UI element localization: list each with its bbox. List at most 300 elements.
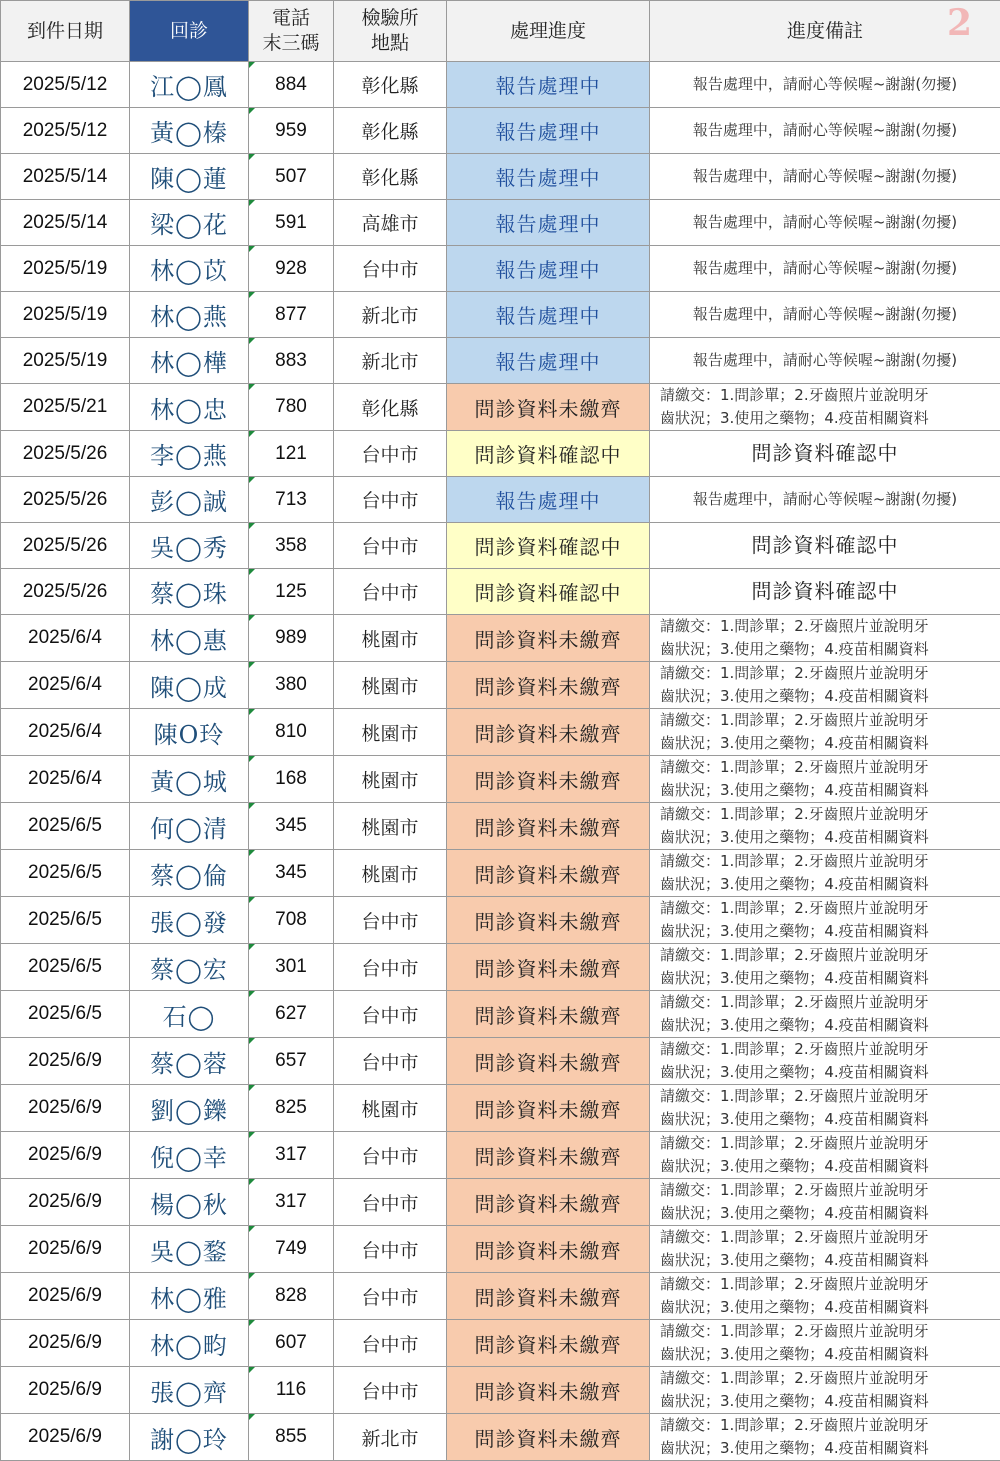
phone-last3-value: 825 [275,1097,307,1118]
note-cell: 報告處理中，請耐心等候喔~謝謝(勿擾) [650,200,1000,246]
note-line-1: 請繳交：1.問診單；2.牙齒照片並說明牙 [650,384,1000,407]
note-cell [650,1273,1000,1320]
status-cell: 報告處理中 [447,154,650,200]
table-row [1,662,1000,709]
header-row [1,1,1000,62]
status-cell: 問診資料未繳齊 [447,1038,650,1085]
comment-marker-icon [249,384,255,390]
lab-location-cell: 桃園市 [334,756,447,803]
lab-location-cell: 台中市 [334,1179,447,1226]
table-row [1,1414,1000,1461]
phone-last3-cell [249,338,334,384]
phone-last3-cell [249,1226,334,1273]
note-cell [650,991,1000,1038]
note-line-2: 齒狀況；3.使用之藥物；4.疫苗相關資料 [650,407,1000,430]
phone-last3-cell [249,662,334,709]
phone-last3-cell [249,991,334,1038]
status-cell: 問診資料未繳齊 [447,756,650,803]
lab-location-cell: 新北市 [334,292,447,338]
table-row [1,709,1000,756]
phone-last3-value: 713 [275,489,307,510]
note-cell: 報告處理中，請耐心等候喔~謝謝(勿擾) [650,338,1000,384]
date-cell: 2025/6/9 [1,1132,130,1179]
patient-name-cell: 彭◯誠 [130,477,249,523]
date-cell: 2025/6/9 [1,1367,130,1414]
phone-last3-cell [249,1038,334,1085]
note-line-2: 齒狀況；3.使用之藥物；4.疫苗相關資料 [650,967,1000,990]
phone-last3-value: 125 [275,581,307,602]
status-cell: 問診資料未繳齊 [447,384,650,431]
phone-last3-cell [249,1179,334,1226]
lab-location-cell: 新北市 [334,1414,447,1461]
comment-marker-icon [249,1367,255,1373]
date-cell: 2025/6/9 [1,1273,130,1320]
note-cell: 報告處理中，請耐心等候喔~謝謝(勿擾) [650,477,1000,523]
note-line-2: 齒狀況；3.使用之藥物；4.疫苗相關資料 [650,873,1000,896]
note-line-2: 齒狀況；3.使用之藥物；4.疫苗相關資料 [650,826,1000,849]
phone-last3-cell [249,615,334,662]
status-cell: 報告處理中 [447,338,650,384]
phone-last3-cell [249,431,334,477]
status-cell: 問診資料未繳齊 [447,850,650,897]
lab-location-cell: 台中市 [334,569,447,615]
status-cell: 問診資料確認中 [447,569,650,615]
lab-location-cell: 桃園市 [334,1085,447,1132]
note-line-1: 請繳交：1.問診單；2.牙齒照片並說明牙 [650,662,1000,685]
status-cell: 問診資料未繳齊 [447,1085,650,1132]
header-status: 處理進度 [447,1,650,62]
comment-marker-icon [249,803,255,809]
phone-last3-cell [249,200,334,246]
patient-name-cell: 楊◯秋 [130,1179,249,1226]
table-row [1,338,1000,384]
note-cell: 問診資料確認中 [650,569,1000,615]
note-cell [650,756,1000,803]
comment-marker-icon [249,991,255,997]
status-cell: 問診資料未繳齊 [447,1179,650,1226]
comment-marker-icon [249,338,255,344]
note-line-2: 齒狀況；3.使用之藥物；4.疫苗相關資料 [650,779,1000,802]
table-row [1,292,1000,338]
note-line-1: 請繳交：1.問診單；2.牙齒照片並說明牙 [650,615,1000,638]
phone-last3-value: 591 [275,212,307,233]
phone-last3-cell [249,246,334,292]
phone-last3-cell [249,1132,334,1179]
comment-marker-icon [249,431,255,437]
header-phone-line2: 末三碼 [249,31,333,56]
phone-last3-value: 884 [275,74,307,95]
patient-name-cell: 陳O玲 [130,709,249,756]
date-cell: 2025/6/4 [1,756,130,803]
note-cell [650,897,1000,944]
date-cell: 2025/5/14 [1,154,130,200]
table-row [1,384,1000,431]
note-line-1: 請繳交：1.問診單；2.牙齒照片並說明牙 [650,991,1000,1014]
note-cell [650,384,1000,431]
note-line-2: 齒狀況；3.使用之藥物；4.疫苗相關資料 [650,1061,1000,1084]
patient-name-cell: 黃◯榛 [130,108,249,154]
header-location [334,1,447,62]
note-cell [650,1414,1000,1461]
date-cell: 2025/5/14 [1,200,130,246]
note-line-1: 請繳交：1.問診單；2.牙齒照片並說明牙 [650,1038,1000,1061]
lab-location-cell: 彰化縣 [334,154,447,200]
note-line-1: 請繳交：1.問診單；2.牙齒照片並說明牙 [650,944,1000,967]
note-cell [650,850,1000,897]
phone-last3-cell [249,756,334,803]
status-cell: 問診資料未繳齊 [447,944,650,991]
comment-marker-icon [249,108,255,114]
table-row [1,200,1000,246]
patient-name-cell: 陳◯成 [130,662,249,709]
date-cell: 2025/6/5 [1,803,130,850]
phone-last3-cell [249,523,334,569]
comment-marker-icon [249,569,255,575]
comment-marker-icon [249,200,255,206]
status-cell: 問診資料未繳齊 [447,1414,650,1461]
lab-location-cell: 台中市 [334,1367,447,1414]
status-cell: 報告處理中 [447,108,650,154]
status-cell: 問診資料未繳齊 [447,709,650,756]
lab-location-cell: 桃園市 [334,709,447,756]
phone-last3-cell [249,944,334,991]
lab-location-cell: 彰化縣 [334,384,447,431]
table-row [1,431,1000,477]
phone-last3-value: 780 [275,396,307,417]
note-line-2: 齒狀況；3.使用之藥物；4.疫苗相關資料 [650,1437,1000,1460]
comment-marker-icon [249,154,255,160]
status-cell: 問診資料未繳齊 [447,1367,650,1414]
table-row [1,477,1000,523]
lab-location-cell: 新北市 [334,338,447,384]
note-line-1: 請繳交：1.問診單；2.牙齒照片並說明牙 [650,897,1000,920]
comment-marker-icon [249,1414,255,1420]
header-note-label: 進度備註 [787,20,863,42]
date-cell: 2025/6/5 [1,850,130,897]
phone-last3-value: 877 [275,304,307,325]
phone-last3-value: 749 [275,1238,307,1259]
table-row [1,1320,1000,1367]
patient-name-cell: 林◯樺 [130,338,249,384]
header-note [650,1,1000,62]
header-location-line1: 檢驗所 [334,6,446,31]
patient-name-cell: 林◯燕 [130,292,249,338]
patient-name-cell: 黃◯城 [130,756,249,803]
header-name: 回診 [130,1,249,62]
note-line-1: 請繳交：1.問診單；2.牙齒照片並說明牙 [650,1179,1000,1202]
table-row [1,1226,1000,1273]
phone-last3-value: 607 [275,1332,307,1353]
note-cell [650,662,1000,709]
patient-name-cell: 梁◯花 [130,200,249,246]
date-cell: 2025/6/4 [1,662,130,709]
date-cell: 2025/5/19 [1,338,130,384]
table-row [1,944,1000,991]
status-cell: 報告處理中 [447,200,650,246]
phone-last3-cell [249,62,334,108]
phone-last3-value: 301 [275,956,307,977]
page-number-badge: 2 [947,3,972,43]
patient-name-cell: 吳◯鍪 [130,1226,249,1273]
patient-name-cell: 林◯惠 [130,615,249,662]
phone-last3-value: 116 [276,1379,306,1400]
status-cell: 問診資料確認中 [447,523,650,569]
note-line-1: 請繳交：1.問診單；2.牙齒照片並說明牙 [650,1414,1000,1437]
status-cell: 問診資料未繳齊 [447,897,650,944]
patient-name-cell: 蔡◯宏 [130,944,249,991]
note-line-1: 請繳交：1.問診單；2.牙齒照片並說明牙 [650,709,1000,732]
status-cell: 問診資料未繳齊 [447,615,650,662]
date-cell: 2025/5/19 [1,292,130,338]
table-row [1,1132,1000,1179]
date-cell: 2025/5/26 [1,431,130,477]
lab-location-cell: 台中市 [334,1132,447,1179]
status-cell: 報告處理中 [447,62,650,108]
comment-marker-icon [249,523,255,529]
phone-last3-value: 358 [275,535,307,556]
phone-last3-value: 627 [275,1003,307,1024]
table-row [1,615,1000,662]
note-cell: 報告處理中，請耐心等候喔~謝謝(勿擾) [650,292,1000,338]
table-row [1,1179,1000,1226]
comment-marker-icon [249,477,255,483]
comment-marker-icon [249,1273,255,1279]
phone-last3-cell [249,477,334,523]
comment-marker-icon [249,897,255,903]
comment-marker-icon [249,662,255,668]
lab-location-cell: 台中市 [334,431,447,477]
lab-location-cell: 台中市 [334,897,447,944]
note-cell [650,1132,1000,1179]
date-cell: 2025/5/26 [1,477,130,523]
lab-location-cell: 桃園市 [334,850,447,897]
phone-last3-value: 928 [275,258,307,279]
status-cell: 問診資料未繳齊 [447,803,650,850]
comment-marker-icon [249,1132,255,1138]
note-line-1: 請繳交：1.問診單；2.牙齒照片並說明牙 [650,756,1000,779]
date-cell: 2025/5/12 [1,62,130,108]
phone-last3-value: 959 [275,120,307,141]
patient-name-cell: 蔡◯蓉 [130,1038,249,1085]
phone-last3-value: 121 [275,443,307,464]
note-cell [650,1320,1000,1367]
status-cell: 問診資料未繳齊 [447,1226,650,1273]
patient-name-cell: 吳◯秀 [130,523,249,569]
date-cell: 2025/6/9 [1,1414,130,1461]
note-line-2: 齒狀況；3.使用之藥物；4.疫苗相關資料 [650,1202,1000,1225]
table-body [1,62,1000,1461]
note-cell [650,615,1000,662]
note-line-1: 請繳交：1.問診單；2.牙齒照片並說明牙 [650,1367,1000,1390]
phone-last3-value: 380 [275,674,307,695]
note-line-2: 齒狀況；3.使用之藥物；4.疫苗相關資料 [650,1296,1000,1319]
comment-marker-icon [249,1038,255,1044]
comment-marker-icon [249,1179,255,1185]
date-cell: 2025/5/26 [1,523,130,569]
note-line-2: 齒狀況；3.使用之藥物；4.疫苗相關資料 [650,1108,1000,1131]
patient-name-cell: 江◯鳳 [130,62,249,108]
header-location-line2: 地點 [334,31,446,56]
table-row [1,991,1000,1038]
phone-last3-value: 855 [275,1426,307,1447]
phone-last3-value: 317 [275,1191,307,1212]
patient-name-cell: 林◯忠 [130,384,249,431]
status-cell: 問診資料確認中 [447,431,650,477]
comment-marker-icon [249,709,255,715]
date-cell: 2025/6/5 [1,944,130,991]
phone-last3-value: 883 [275,350,307,371]
lab-location-cell: 台中市 [334,477,447,523]
phone-last3-cell [249,154,334,200]
table-row [1,154,1000,200]
date-cell: 2025/6/5 [1,991,130,1038]
comment-marker-icon [249,615,255,621]
status-cell: 報告處理中 [447,246,650,292]
note-line-2: 齒狀況；3.使用之藥物；4.疫苗相關資料 [650,732,1000,755]
comment-marker-icon [249,756,255,762]
table-row [1,1367,1000,1414]
phone-last3-cell [249,897,334,944]
note-line-1: 請繳交：1.問診單；2.牙齒照片並說明牙 [650,850,1000,873]
lab-location-cell: 台中市 [334,246,447,292]
lab-location-cell: 台中市 [334,523,447,569]
lab-location-cell: 台中市 [334,991,447,1038]
status-cell: 報告處理中 [447,292,650,338]
phone-last3-value: 507 [275,166,307,187]
patient-name-cell: 倪◯幸 [130,1132,249,1179]
table-row [1,1273,1000,1320]
date-cell: 2025/6/9 [1,1038,130,1085]
phone-last3-cell [249,1085,334,1132]
note-line-2: 齒狀況；3.使用之藥物；4.疫苗相關資料 [650,1014,1000,1037]
patient-name-cell: 蔡◯珠 [130,569,249,615]
table-row [1,569,1000,615]
note-cell [650,1179,1000,1226]
note-line-2: 齒狀況；3.使用之藥物；4.疫苗相關資料 [650,920,1000,943]
date-cell: 2025/6/4 [1,709,130,756]
table-row [1,756,1000,803]
phone-last3-cell [249,709,334,756]
comment-marker-icon [249,1085,255,1091]
note-line-1: 請繳交：1.問診單；2.牙齒照片並說明牙 [650,1132,1000,1155]
note-cell [650,803,1000,850]
status-cell: 報告處理中 [447,477,650,523]
phone-last3-cell [249,803,334,850]
status-cell: 問診資料未繳齊 [447,1132,650,1179]
note-line-2: 齒狀況；3.使用之藥物；4.疫苗相關資料 [650,1343,1000,1366]
comment-marker-icon [249,850,255,856]
phone-last3-cell [249,1320,334,1367]
lab-location-cell: 彰化縣 [334,62,447,108]
phone-last3-cell [249,384,334,431]
note-line-2: 齒狀況；3.使用之藥物；4.疫苗相關資料 [650,1249,1000,1272]
patient-name-cell: 張◯齊 [130,1367,249,1414]
header-date: 到件日期 [1,1,130,62]
patient-name-cell: 陳◯蓮 [130,154,249,200]
patient-name-cell: 劉◯鑠 [130,1085,249,1132]
note-cell: 報告處理中，請耐心等候喔~謝謝(勿擾) [650,108,1000,154]
lab-location-cell: 台中市 [334,944,447,991]
phone-last3-value: 810 [275,721,307,742]
note-cell: 報告處理中，請耐心等候喔~謝謝(勿擾) [650,62,1000,108]
phone-last3-cell [249,1367,334,1414]
patient-name-cell: 石◯ [130,991,249,1038]
note-line-2: 齒狀況；3.使用之藥物；4.疫苗相關資料 [650,685,1000,708]
table-row [1,897,1000,944]
lab-location-cell: 桃園市 [334,615,447,662]
date-cell: 2025/6/9 [1,1226,130,1273]
date-cell: 2025/5/12 [1,108,130,154]
phone-last3-cell [249,850,334,897]
comment-marker-icon [249,944,255,950]
note-cell: 問診資料確認中 [650,431,1000,477]
lab-location-cell: 台中市 [334,1320,447,1367]
date-cell: 2025/6/9 [1,1179,130,1226]
table-row [1,850,1000,897]
patient-name-cell: 蔡◯倫 [130,850,249,897]
note-cell: 問診資料確認中 [650,523,1000,569]
lab-location-cell: 台中市 [334,1273,447,1320]
note-cell [650,944,1000,991]
note-cell [650,709,1000,756]
table-row [1,523,1000,569]
comment-marker-icon [249,1320,255,1326]
patient-name-cell: 林◯苡 [130,246,249,292]
date-cell: 2025/5/19 [1,246,130,292]
note-line-2: 齒狀況；3.使用之藥物；4.疫苗相關資料 [650,638,1000,661]
comment-marker-icon [249,62,255,68]
note-line-1: 請繳交：1.問診單；2.牙齒照片並說明牙 [650,1273,1000,1296]
phone-last3-cell [249,292,334,338]
phone-last3-value: 345 [275,862,307,883]
table-row [1,1038,1000,1085]
phone-last3-value: 168 [275,768,307,789]
note-cell [650,1085,1000,1132]
date-cell: 2025/6/9 [1,1320,130,1367]
note-line-1: 請繳交：1.問診單；2.牙齒照片並說明牙 [650,1226,1000,1249]
table-row [1,108,1000,154]
comment-marker-icon [249,246,255,252]
phone-last3-cell [249,569,334,615]
note-cell [650,1038,1000,1085]
note-line-1: 請繳交：1.問診單；2.牙齒照片並說明牙 [650,1320,1000,1343]
table-row [1,246,1000,292]
header-phone-line1: 電話 [249,6,333,31]
note-cell [650,1226,1000,1273]
note-line-2: 齒狀況；3.使用之藥物；4.疫苗相關資料 [650,1155,1000,1178]
note-cell: 報告處理中，請耐心等候喔~謝謝(勿擾) [650,246,1000,292]
phone-last3-cell [249,1273,334,1320]
comment-marker-icon [249,1226,255,1232]
patient-name-cell: 林◯雅 [130,1273,249,1320]
phone-last3-value: 708 [275,909,307,930]
phone-last3-cell [249,108,334,154]
table-row [1,62,1000,108]
note-cell [650,1367,1000,1414]
header-phone [249,1,334,62]
note-cell: 報告處理中，請耐心等候喔~謝謝(勿擾) [650,154,1000,200]
status-cell: 問診資料未繳齊 [447,662,650,709]
table-row [1,803,1000,850]
lab-location-cell: 彰化縣 [334,108,447,154]
phone-last3-value: 989 [275,627,307,648]
date-cell: 2025/5/26 [1,569,130,615]
phone-last3-value: 657 [275,1050,307,1071]
note-line-2: 齒狀況；3.使用之藥物；4.疫苗相關資料 [650,1390,1000,1413]
note-line-1: 請繳交：1.問診單；2.牙齒照片並說明牙 [650,1085,1000,1108]
status-cell: 問診資料未繳齊 [447,991,650,1038]
table-header [1,1,1000,62]
